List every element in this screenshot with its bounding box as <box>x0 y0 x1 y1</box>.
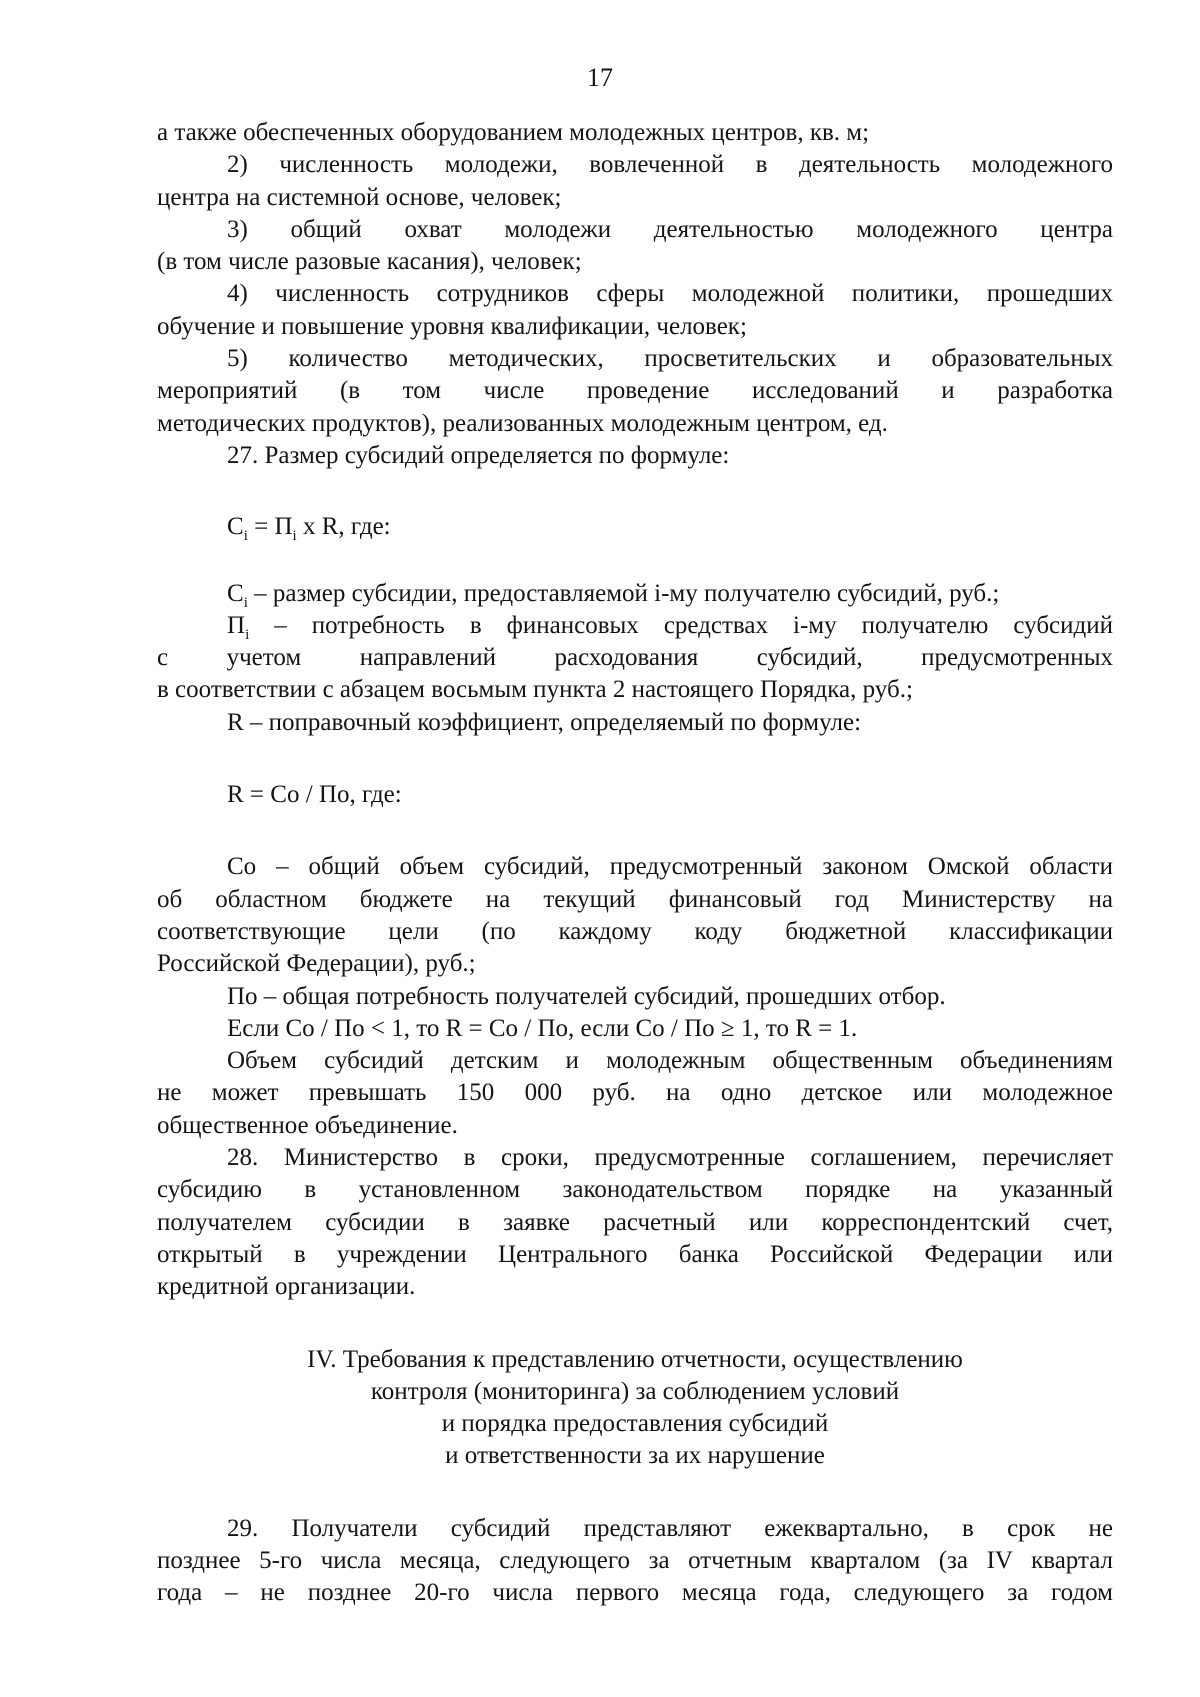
definition-ci: $C_i$ – размер субсидии, предоставляемой i-му получателю субсидий, руб.; <box>227 579 1000 611</box>
list-item-5: 5) количество методических, просветительских и образовательных <box>227 345 1113 373</box>
text-line: обучение и повышение уровня квалификации, человек; <box>157 312 747 340</box>
page-number: 17 <box>587 63 613 92</box>
text-line: позднее 5-го числа месяца, следующего за отчетным кварталом (за IV квартал <box>157 1546 1113 1574</box>
section-heading <box>157 1344 1113 1473</box>
subsidy-limit: Объем субсидий детским и молодежным общественным объединениям <box>227 1047 1113 1075</box>
formula-coefficient: R = Co / По, где: <box>227 781 402 809</box>
text-line: а также обеспеченных оборудованием молодежных центров, кв. м; <box>157 119 870 146</box>
text-line: года – не позднее 20-го числа первого месяца года, следующего за годом <box>157 1579 1113 1607</box>
list-item-4: 4) численность сотрудников сферы молодежной политики, прошедших <box>227 280 1113 308</box>
text-line: мероприятий (в том числе проведение исследований и разработка <box>157 377 1113 405</box>
list-item-3: 3) общий охват молодежи деятельностью молодежного центра <box>227 215 1113 243</box>
text-line: об областном бюджете на текущий финансовый год Министерству на <box>157 885 1113 913</box>
paragraph-29: 29. Получатели субсидий представляют ежеквартально, в срок не <box>227 1514 1113 1542</box>
text-line: субсидию в установленном законодательством порядке на указанный <box>157 1176 1113 1204</box>
coefficient-condition: Если Co / По < 1, то R = Co / По, если Co / По ≥ 1, то R = 1. <box>227 1014 858 1042</box>
definition-po: По – общая потребность получателей субсидий, прошедших отбор. <box>227 982 946 1010</box>
text-line: соответствующие цели (по каждому коду бюджетной классификации <box>157 917 1113 945</box>
text-line: получателем субсидии в заявке расчетный или корреспондентский счет, <box>157 1208 1113 1236</box>
paragraph-27: 27. Размер субсидий определяется по формуле: <box>227 441 730 469</box>
heading-line: и порядка предоставления субсидий <box>441 1410 829 1438</box>
text-line: кредитной организации. <box>157 1273 416 1301</box>
list-item-2: 2) численность молодежи, вовлеченной в деятельность молодежного <box>227 151 1113 179</box>
text-line: Российской Федерации), руб.; <box>157 950 476 978</box>
paragraph-28: 28. Министерство в сроки, предусмотренные соглашением, перечисляет <box>227 1144 1113 1172</box>
text-line: не может превышать 150 000 руб. на одно детское или молодежное <box>157 1079 1113 1107</box>
formula-subsidy: $C_i = П_i$ x R, где: <box>227 513 391 545</box>
text-line: центра на системной основе, человек; <box>157 183 562 211</box>
text-line: открытый в учреждении Центрального банка Российской Федерации или <box>157 1240 1113 1268</box>
heading-line: контроля (мониторинга) за соблюдением условий <box>370 1377 900 1405</box>
text-line: (в том числе разовые касания), человек; <box>157 248 582 276</box>
heading-line: и ответственности за их нарушение <box>445 1442 825 1470</box>
definition-pi: $П_i$ – потребность в финансовых средствах i-му получателю субсидий <box>227 611 1113 643</box>
definition-r: R – поправочный коэффициент, определяемый по формуле: <box>227 708 862 736</box>
heading-line: IV. Требования к представлению отчетности, осуществлению <box>307 1345 963 1373</box>
definition-co: Co – общий объем субсидий, предусмотренный законом Омской области <box>227 853 1113 881</box>
text-line: в соответствии с абзацем восьмым пункта 2 настоящего Порядка, руб.; <box>157 676 913 704</box>
text-line: общественное объединение. <box>157 1111 458 1139</box>
text-line: с учетом направлений расходования субсидий, предусмотренных <box>157 644 1113 672</box>
text-line: методических продуктов), реализованных молодежным центром, ед. <box>157 409 888 437</box>
document-body <box>157 117 1113 1610</box>
